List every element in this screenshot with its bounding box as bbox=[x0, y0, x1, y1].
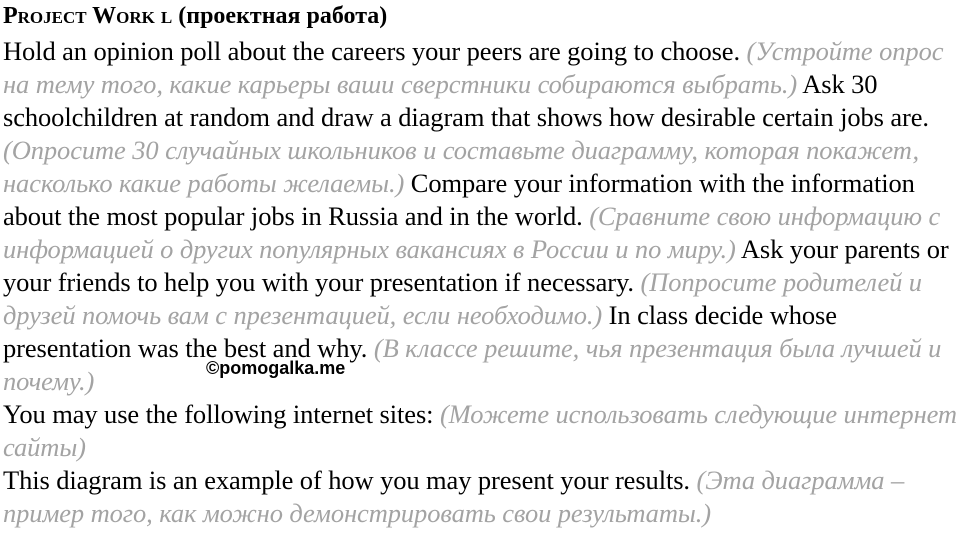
text-segment-en: Ask 30 schoolchildren at random and draw a diagram that shows how desirable certain jobs are. bbox=[3, 69, 929, 132]
title-russian: (проектная работа) bbox=[178, 3, 388, 29]
diagram-paragraph bbox=[3, 464, 959, 530]
title-english: Project Work l bbox=[3, 3, 173, 29]
text-segment-en: You may use the following internet sites: bbox=[3, 399, 440, 429]
translation-segment-ru: (Сравните свою информацию с информацией о других популярных вакансиях в России и по миру.) bbox=[3, 201, 941, 264]
translation-segment-ru: (В классе решите, чья презентация была лучшей и почему.) bbox=[3, 333, 942, 396]
sites-paragraph bbox=[3, 398, 959, 464]
text-segment-en: Hold an opinion poll about the careers your peers are going to choose. bbox=[3, 36, 747, 66]
text-segment-en: This diagram is an example of how you may present your results. bbox=[3, 465, 697, 495]
translation-segment-ru: (Устройте опрос на тему того, какие карьеры ваши сверстники собираются выбрать.) bbox=[3, 36, 944, 99]
translation-segment-ru: (Попросите родителей и друзей помочь вам с презентацией, если необходимо.) bbox=[3, 267, 922, 330]
translation-segment-ru: (Эта диаграмма – пример того, как можно демонстрировать свои результаты.) bbox=[3, 465, 905, 528]
task-paragraph bbox=[3, 35, 959, 398]
translation-segment-ru: (Можете использовать следующие интернет сайты) bbox=[3, 399, 957, 462]
page-title bbox=[3, 0, 959, 33]
document-page bbox=[3, 0, 959, 530]
text-segment-en: Compare your information with the information about the most popular jobs in Russia and in the world. bbox=[3, 168, 915, 231]
translation-segment-ru: (Опросите 30 случайных школьников и составьте диаграмму, которая покажет, насколько какие работы желаемы.) bbox=[3, 135, 919, 198]
text-segment-en: Ask your parents or your friends to help you with your presentation if necessary. bbox=[3, 234, 949, 297]
site-watermark: ©pomogalka.me bbox=[206, 358, 346, 378]
text-segment-en: In class decide whose presentation was the best and why. bbox=[3, 300, 837, 363]
